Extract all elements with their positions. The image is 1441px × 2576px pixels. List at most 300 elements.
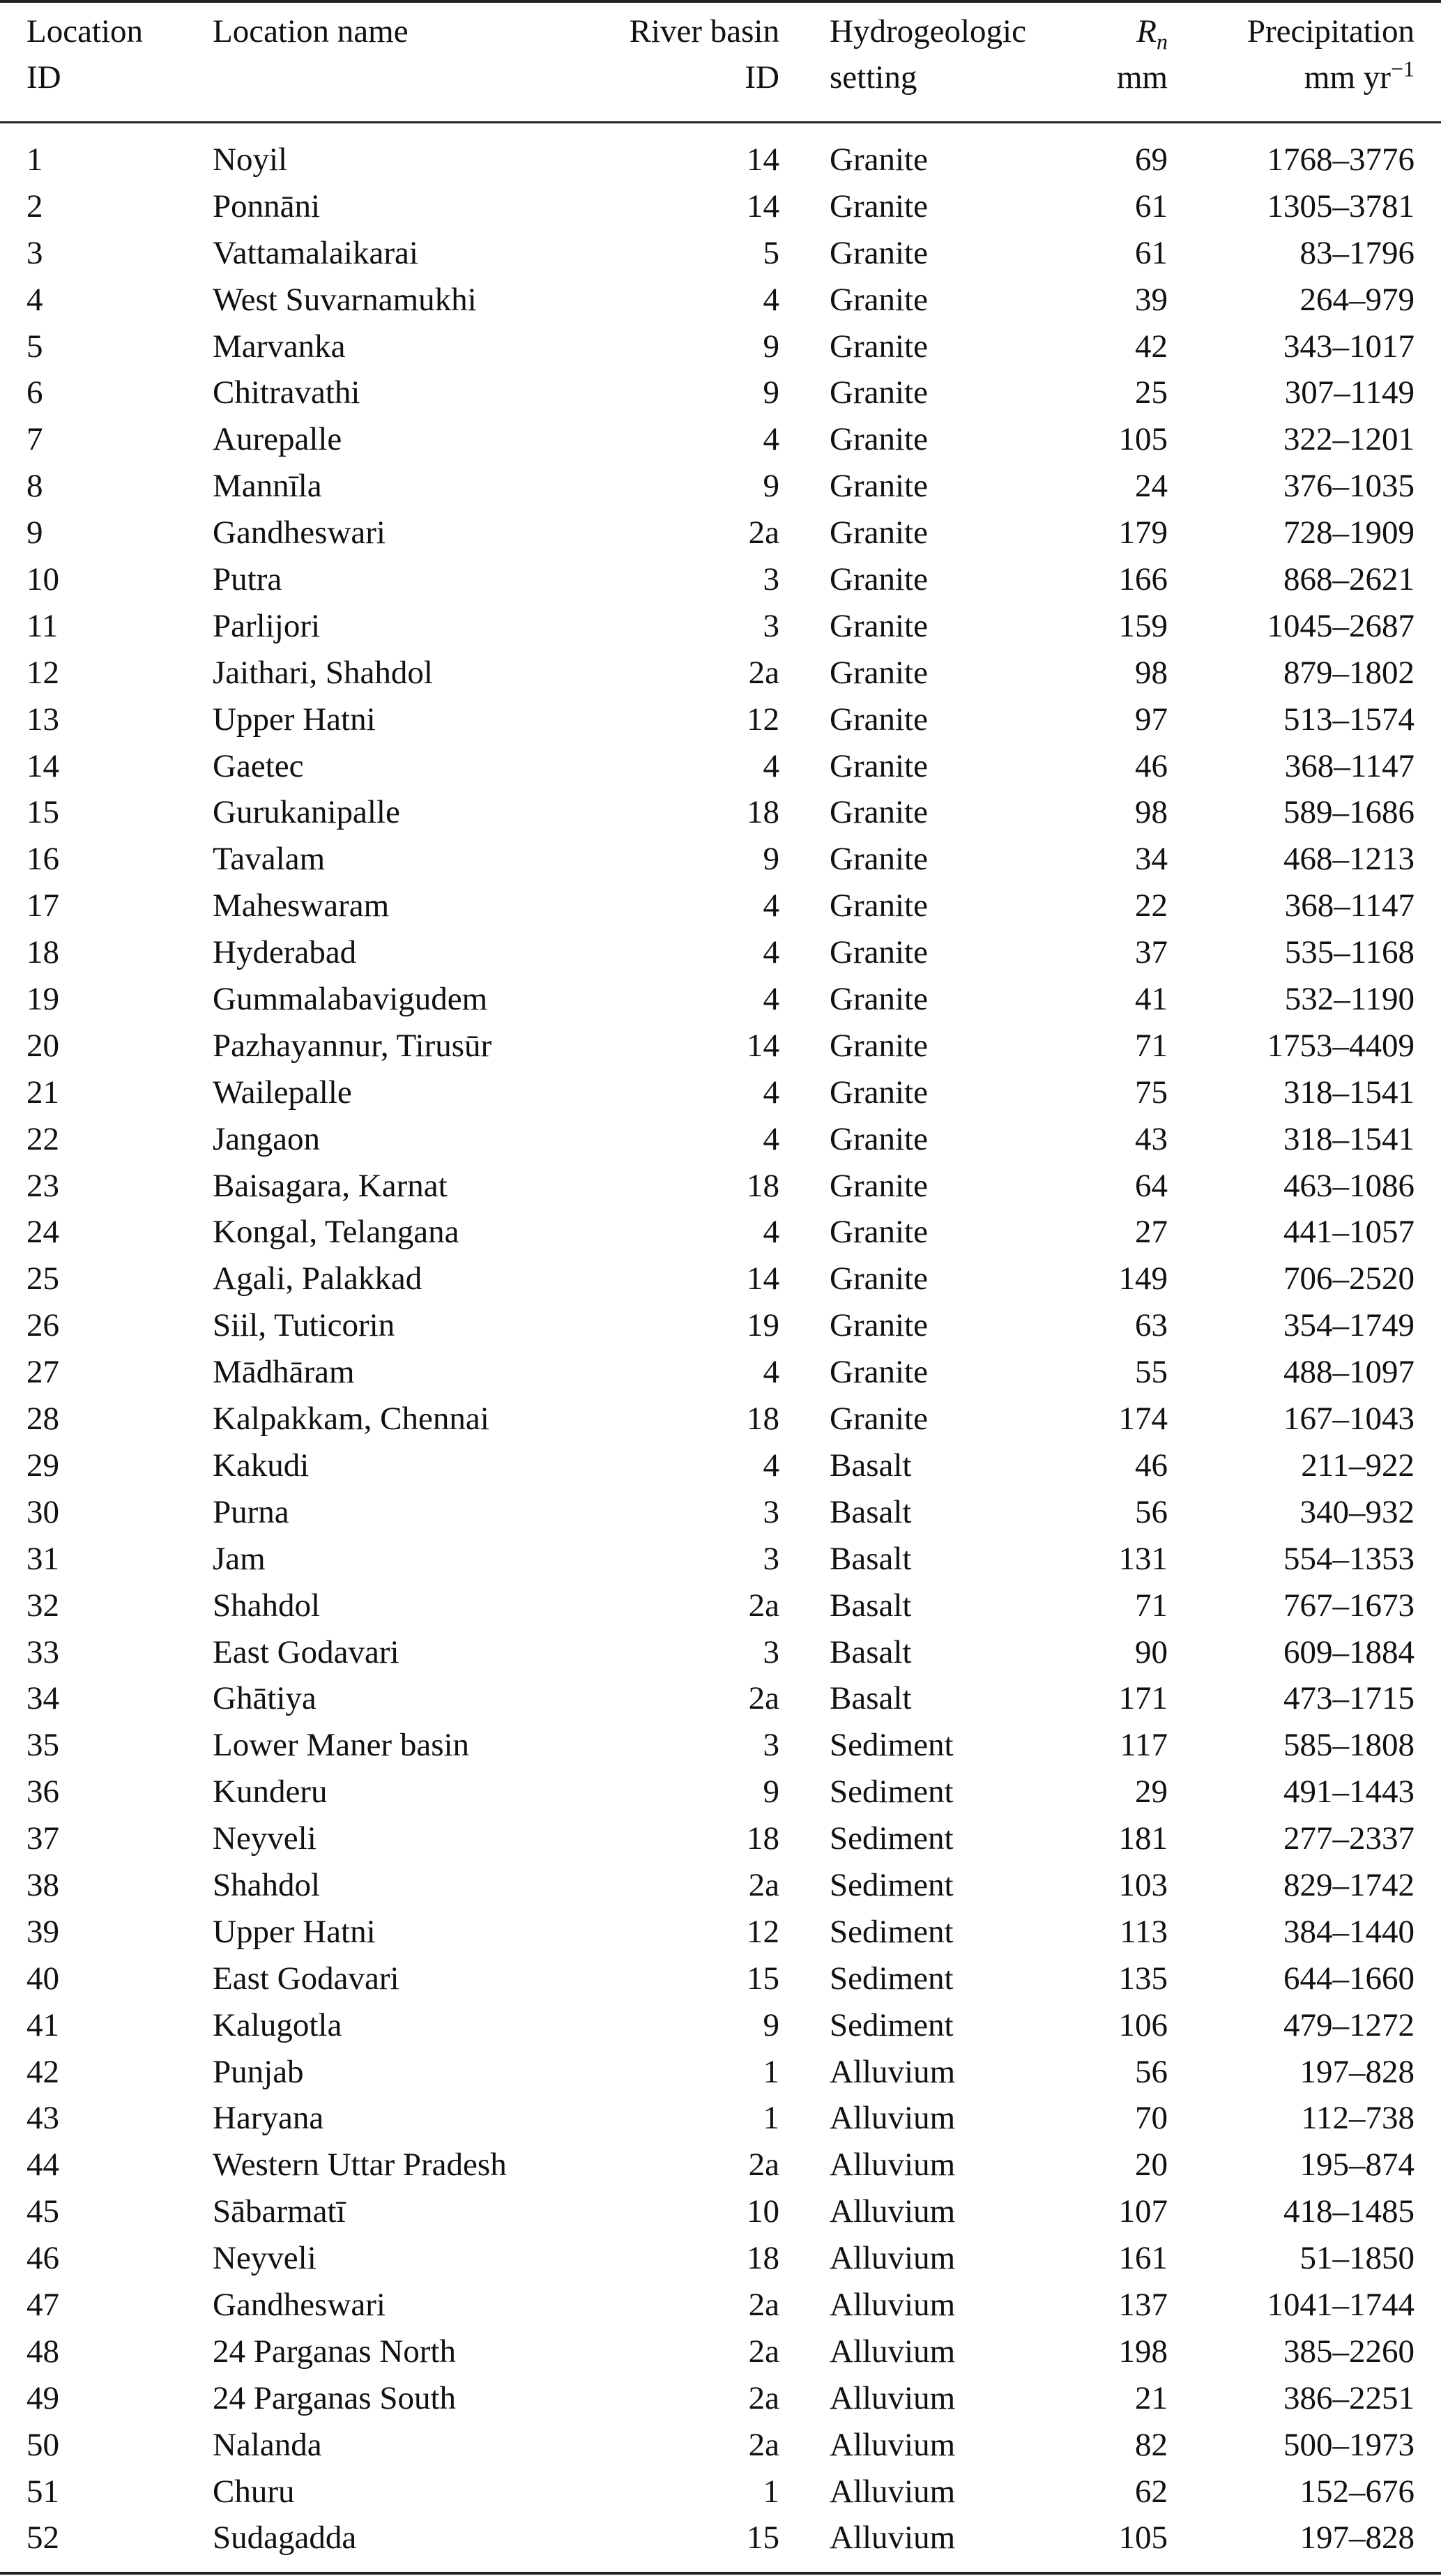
cell-hydrogeologic-setting: Granite	[830, 607, 928, 644]
cell-precipitation: 386–2251	[1283, 2379, 1415, 2416]
cell-location-name: Nalanda	[213, 2426, 322, 2463]
table-header-rule	[0, 121, 1441, 123]
cell-river-basin-id: 4	[763, 887, 779, 924]
cell-hydrogeologic-setting: Sediment	[830, 1774, 954, 1811]
cell-location-name: Lower Maner basin	[213, 1727, 470, 1764]
cell-river-basin-id: 2a	[748, 1866, 779, 1903]
cell-river-basin-id: 2a	[748, 515, 779, 551]
table-row	[0, 976, 1441, 1023]
cell-river-basin-id: 2a	[748, 2379, 779, 2416]
cell-rn: 179	[1118, 515, 1168, 551]
cell-rn: 55	[1135, 1354, 1168, 1391]
cell-river-basin-id: 10	[747, 2193, 779, 2230]
cell-location-name: Kalpakkam, Chennai	[213, 1401, 489, 1438]
cell-river-basin-id: 12	[747, 1913, 779, 1950]
cell-location-id: 23	[26, 1167, 59, 1204]
precip-unit-text: mm yr	[1304, 59, 1391, 96]
cell-hydrogeologic-setting: Granite	[830, 1354, 928, 1391]
cell-hydrogeologic-setting: Basalt	[830, 1493, 912, 1530]
cell-hydrogeologic-setting: Alluvium	[830, 2379, 956, 2416]
table-row	[0, 1629, 1441, 1676]
cell-river-basin-id: 18	[747, 794, 779, 831]
table-row	[0, 929, 1441, 976]
table-row	[0, 1815, 1441, 1862]
cell-location-name: Jam	[213, 1540, 266, 1577]
cell-location-id: 39	[26, 1913, 59, 1950]
cell-location-id: 19	[26, 981, 59, 1018]
cell-hydrogeologic-setting: Granite	[830, 515, 928, 551]
cell-location-name: Maheswaram	[213, 887, 390, 924]
cell-location-name: Parlijori	[213, 607, 321, 644]
cell-location-name: Chitravathi	[213, 374, 360, 411]
cell-hydrogeologic-setting: Granite	[830, 281, 928, 318]
cell-location-name: Pazhayannur, Tirusūr	[213, 1027, 492, 1064]
header-location-id-line1: Location	[26, 13, 144, 49]
table-row	[0, 2329, 1441, 2375]
cell-location-id: 42	[26, 2053, 59, 2090]
cell-hydrogeologic-setting: Alluvium	[830, 2100, 956, 2137]
cell-river-basin-id: 4	[763, 1074, 779, 1111]
cell-location-name: Western Uttar Pradesh	[213, 2147, 507, 2183]
table-row	[0, 1442, 1441, 1489]
cell-river-basin-id: 3	[763, 1727, 779, 1764]
cell-precipitation: 644–1660	[1283, 1960, 1415, 1997]
cell-hydrogeologic-setting: Alluvium	[830, 2240, 956, 2277]
table-row	[0, 650, 1441, 696]
cell-rn: 106	[1118, 2006, 1168, 2043]
cell-rn: 25	[1135, 374, 1168, 411]
cell-location-name: 24 Parganas North	[213, 2333, 456, 2370]
cell-precipitation: 1045–2687	[1267, 607, 1415, 644]
cell-location-name: Tavalam	[213, 841, 326, 878]
cell-rn: 159	[1118, 607, 1168, 644]
cell-location-name: Gummalabavigudem	[213, 981, 488, 1018]
cell-location-name: Neyveli	[213, 2240, 317, 2277]
cell-location-name: Aurepalle	[213, 421, 342, 458]
header-precip-unit	[1247, 54, 1415, 100]
cell-location-id: 18	[26, 934, 59, 971]
cell-location-name: Gandheswari	[213, 515, 386, 551]
table-row	[0, 510, 1441, 556]
cell-rn: 90	[1135, 1633, 1168, 1670]
cell-river-basin-id: 1	[763, 2053, 779, 2090]
table-row	[0, 137, 1441, 183]
cell-location-id: 20	[26, 1027, 59, 1064]
cell-hydrogeologic-setting: Granite	[830, 654, 928, 691]
table-row	[0, 1769, 1441, 1815]
cell-hydrogeologic-setting: Granite	[830, 701, 928, 738]
cell-location-name: Mādhāram	[213, 1354, 355, 1391]
table-row	[0, 1722, 1441, 1769]
rn-symbol: R	[1136, 13, 1157, 49]
table-row	[0, 183, 1441, 230]
cell-rn: 82	[1135, 2426, 1168, 2463]
cell-location-name: Ponnāni	[213, 188, 321, 224]
cell-hydrogeologic-setting: Basalt	[830, 1447, 912, 1484]
cell-location-name: Baisagara, Karnat	[213, 1167, 448, 1204]
cell-precipitation: 195–874	[1299, 2147, 1415, 2183]
cell-rn: 61	[1135, 234, 1168, 271]
cell-river-basin-id: 12	[747, 701, 779, 738]
cell-location-id: 45	[26, 2193, 59, 2230]
cell-river-basin-id: 2a	[748, 1680, 779, 1717]
table-row	[0, 1862, 1441, 1909]
table-row	[0, 2469, 1441, 2515]
cell-location-name: East Godavari	[213, 1960, 399, 1997]
cell-river-basin-id: 9	[763, 374, 779, 411]
cell-location-name: Vattamalaikarai	[213, 234, 418, 271]
cell-river-basin-id: 9	[763, 468, 779, 505]
cell-rn: 29	[1135, 1774, 1168, 1811]
table-row	[0, 1489, 1441, 1536]
cell-river-basin-id: 18	[747, 1401, 779, 1438]
cell-precipitation: 879–1802	[1283, 654, 1415, 691]
cell-hydrogeologic-setting: Granite	[830, 1120, 928, 1157]
cell-rn: 41	[1135, 981, 1168, 1018]
table-row	[0, 2142, 1441, 2188]
table-bottom-rule	[0, 2572, 1441, 2575]
cell-precipitation: 589–1686	[1283, 794, 1415, 831]
cell-river-basin-id: 3	[763, 607, 779, 644]
cell-precipitation: 322–1201	[1283, 421, 1415, 458]
cell-river-basin-id: 4	[763, 1214, 779, 1251]
cell-precipitation: 318–1541	[1283, 1074, 1415, 1111]
table-row	[0, 883, 1441, 929]
cell-river-basin-id: 4	[763, 934, 779, 971]
header-rn-symbol	[1117, 8, 1168, 54]
cell-location-name: Churu	[213, 2473, 295, 2510]
table-body	[0, 137, 1441, 2561]
cell-rn: 56	[1135, 1493, 1168, 1530]
cell-location-id: 31	[26, 1540, 59, 1577]
cell-river-basin-id: 4	[763, 1120, 779, 1157]
cell-precipitation: 277–2337	[1283, 1820, 1415, 1857]
cell-rn: 117	[1120, 1727, 1168, 1764]
table-row	[0, 1069, 1441, 1116]
table-row	[0, 2188, 1441, 2235]
cell-river-basin-id: 14	[747, 142, 779, 178]
cell-rn: 27	[1135, 1214, 1168, 1251]
cell-location-id: 47	[26, 2286, 59, 2323]
cell-hydrogeologic-setting: Granite	[830, 1167, 928, 1204]
cell-rn: 70	[1135, 2100, 1168, 2137]
cell-hydrogeologic-setting: Alluvium	[830, 2286, 956, 2323]
cell-precipitation: 554–1353	[1283, 1540, 1415, 1577]
cell-location-id: 27	[26, 1354, 59, 1391]
cell-rn: 64	[1135, 1167, 1168, 1204]
cell-location-name: 24 Parganas South	[213, 2379, 457, 2416]
cell-river-basin-id: 9	[763, 2006, 779, 2043]
cell-precipitation: 167–1043	[1283, 1401, 1415, 1438]
cell-location-name: Kongal, Telangana	[213, 1214, 459, 1251]
table-row	[0, 1349, 1441, 1396]
cell-location-id: 35	[26, 1727, 59, 1764]
table-row	[0, 603, 1441, 650]
cell-location-id: 22	[26, 1120, 59, 1157]
cell-hydrogeologic-setting: Sediment	[830, 1820, 954, 1857]
cell-location-name: Mannīla	[213, 468, 322, 505]
cell-hydrogeologic-setting: Granite	[830, 887, 928, 924]
cell-location-id: 24	[26, 1214, 59, 1251]
table-row	[0, 556, 1441, 603]
cell-river-basin-id: 3	[763, 561, 779, 598]
cell-precipitation: 152–676	[1299, 2473, 1415, 2510]
table-row	[0, 323, 1441, 370]
cell-hydrogeologic-setting: Alluvium	[830, 2193, 956, 2230]
cell-location-id: 49	[26, 2379, 59, 2416]
cell-location-name: East Godavari	[213, 1633, 399, 1670]
cell-location-name: Jaithari, Shahdol	[213, 654, 433, 691]
cell-location-id: 50	[26, 2426, 59, 2463]
cell-location-id: 41	[26, 2006, 59, 2043]
cell-location-name: Putra	[213, 561, 282, 598]
cell-precipitation: 340–932	[1299, 1493, 1415, 1530]
cell-precipitation: 473–1715	[1283, 1680, 1415, 1717]
header-hydrogeologic-setting	[830, 8, 1026, 100]
cell-hydrogeologic-setting: Granite	[830, 468, 928, 505]
cell-rn: 24	[1135, 468, 1168, 505]
cell-hydrogeologic-setting: Basalt	[830, 1633, 912, 1670]
cell-precipitation: 197–828	[1299, 2053, 1415, 2090]
header-location-name	[213, 8, 409, 54]
cell-rn: 103	[1118, 1866, 1168, 1903]
cell-rn: 46	[1135, 747, 1168, 784]
table-row	[0, 369, 1441, 416]
table-row	[0, 2282, 1441, 2329]
cell-location-id: 2	[26, 188, 43, 224]
cell-hydrogeologic-setting: Alluvium	[830, 2426, 956, 2463]
cell-rn: 20	[1135, 2147, 1168, 2183]
table-row	[0, 1583, 1441, 1629]
cell-rn: 181	[1118, 1820, 1168, 1857]
cell-precipitation: 1753–4409	[1267, 1027, 1415, 1064]
cell-river-basin-id: 4	[763, 747, 779, 784]
cell-rn: 63	[1135, 1307, 1168, 1344]
cell-river-basin-id: 3	[763, 1493, 779, 1530]
cell-rn: 22	[1135, 887, 1168, 924]
cell-location-id: 3	[26, 234, 43, 271]
cell-precipitation: 211–922	[1301, 1447, 1415, 1484]
cell-rn: 34	[1135, 841, 1168, 878]
cell-location-id: 17	[26, 887, 59, 924]
cell-river-basin-id: 2a	[748, 2147, 779, 2183]
cell-rn: 42	[1135, 328, 1168, 365]
cell-river-basin-id: 9	[763, 328, 779, 365]
cell-rn: 137	[1118, 2286, 1168, 2323]
cell-hydrogeologic-setting: Granite	[830, 1260, 928, 1297]
cell-hydrogeologic-setting: Granite	[830, 1214, 928, 1251]
cell-hydrogeologic-setting: Granite	[830, 328, 928, 365]
cell-location-name: Upper Hatni	[213, 1913, 376, 1950]
cell-location-id: 5	[26, 328, 43, 365]
cell-hydrogeologic-setting: Basalt	[830, 1540, 912, 1577]
cell-location-name: Agali, Palakkad	[213, 1260, 422, 1297]
table-row	[0, 1023, 1441, 1069]
cell-location-id: 32	[26, 1587, 59, 1624]
cell-river-basin-id: 3	[763, 1540, 779, 1577]
cell-hydrogeologic-setting: Granite	[830, 142, 928, 178]
cell-river-basin-id: 14	[747, 188, 779, 224]
header-river-basin-line1: River basin	[629, 13, 779, 49]
cell-hydrogeologic-setting: Granite	[830, 188, 928, 224]
cell-precipitation: 829–1742	[1283, 1866, 1415, 1903]
cell-location-id: 37	[26, 1820, 59, 1857]
cell-hydrogeologic-setting: Granite	[830, 374, 928, 411]
table-row	[0, 2375, 1441, 2422]
cell-precipitation: 343–1017	[1283, 328, 1415, 365]
table-row	[0, 1956, 1441, 2002]
cell-location-name: Gaetec	[213, 747, 304, 784]
cell-hydrogeologic-setting: Granite	[830, 934, 928, 971]
cell-precipitation: 609–1884	[1283, 1633, 1415, 1670]
table-row	[0, 1116, 1441, 1163]
cell-precipitation: 706–2520	[1283, 1260, 1415, 1297]
cell-rn: 97	[1135, 701, 1168, 738]
cell-river-basin-id: 2a	[748, 1587, 779, 1624]
table-row	[0, 2515, 1441, 2561]
cell-location-name: Jangaon	[213, 1120, 321, 1157]
cell-rn: 61	[1135, 188, 1168, 224]
cell-rn: 39	[1135, 281, 1168, 318]
cell-river-basin-id: 1	[763, 2100, 779, 2137]
cell-river-basin-id: 3	[763, 1633, 779, 1670]
cell-location-id: 6	[26, 374, 43, 411]
cell-hydrogeologic-setting: Sediment	[830, 1727, 954, 1764]
cell-hydrogeologic-setting: Granite	[830, 1401, 928, 1438]
cell-precipitation: 441–1057	[1283, 1214, 1415, 1251]
cell-location-id: 36	[26, 1774, 59, 1811]
cell-hydrogeologic-setting: Alluvium	[830, 2333, 956, 2370]
cell-location-id: 25	[26, 1260, 59, 1297]
table-row	[0, 1209, 1441, 1256]
cell-precipitation: 376–1035	[1283, 468, 1415, 505]
header-river-basin-line2: ID	[745, 59, 779, 96]
cell-precipitation: 112–738	[1301, 2100, 1415, 2137]
table-row	[0, 1675, 1441, 1722]
cell-river-basin-id: 15	[747, 1960, 779, 1997]
cell-location-name: Wailepalle	[213, 1074, 352, 1111]
header-hydro-line1: Hydrogeologic	[830, 13, 1026, 49]
table-row	[0, 2095, 1441, 2142]
table-row	[0, 789, 1441, 836]
cell-river-basin-id: 4	[763, 421, 779, 458]
cell-rn: 98	[1135, 794, 1168, 831]
cell-river-basin-id: 9	[763, 1774, 779, 1811]
cell-precipitation: 728–1909	[1283, 515, 1415, 551]
cell-hydrogeologic-setting: Granite	[830, 1074, 928, 1111]
cell-location-id: 28	[26, 1401, 59, 1438]
cell-rn: 174	[1118, 1401, 1168, 1438]
cell-rn: 105	[1118, 2520, 1168, 2556]
cell-river-basin-id: 19	[747, 1307, 779, 1344]
cell-river-basin-id: 2a	[748, 654, 779, 691]
cell-location-id: 34	[26, 1680, 59, 1717]
cell-precipitation: 479–1272	[1283, 2006, 1415, 2043]
cell-hydrogeologic-setting: Alluvium	[830, 2473, 956, 2510]
cell-precipitation: 354–1749	[1283, 1307, 1415, 1344]
header-precipitation	[1247, 8, 1415, 100]
cell-location-id: 4	[26, 281, 43, 318]
cell-location-id: 11	[26, 607, 59, 644]
table-row	[0, 1256, 1441, 1302]
cell-hydrogeologic-setting: Granite	[830, 1307, 928, 1344]
cell-precipitation: 468–1213	[1283, 841, 1415, 878]
cell-location-id: 46	[26, 2240, 59, 2277]
cell-river-basin-id: 18	[747, 1167, 779, 1204]
cell-location-id: 40	[26, 1960, 59, 1997]
precip-unit-exponent: −1	[1390, 56, 1415, 82]
table-top-rule	[0, 0, 1441, 3]
cell-location-id: 21	[26, 1074, 59, 1111]
cell-hydrogeologic-setting: Granite	[830, 561, 928, 598]
cell-rn: 135	[1118, 1960, 1168, 1997]
cell-location-name: Shahdol	[213, 1866, 321, 1903]
cell-location-name: Kalugotla	[213, 2006, 342, 2043]
cell-rn: 161	[1118, 2240, 1168, 2277]
cell-hydrogeologic-setting: Granite	[830, 1027, 928, 1064]
cell-precipitation: 491–1443	[1283, 1774, 1415, 1811]
cell-precipitation: 307–1149	[1284, 374, 1415, 411]
cell-precipitation: 500–1973	[1283, 2426, 1415, 2463]
header-river-basin-id	[630, 8, 779, 100]
cell-location-id: 38	[26, 1866, 59, 1903]
cell-precipitation: 532–1190	[1284, 981, 1415, 1018]
cell-hydrogeologic-setting: Basalt	[830, 1680, 912, 1717]
cell-location-name: Sudagadda	[213, 2520, 357, 2556]
header-location-id	[26, 8, 143, 100]
cell-location-id: 44	[26, 2147, 59, 2183]
table-row	[0, 1536, 1441, 1583]
header-precip-line1: Precipitation	[1246, 13, 1415, 49]
cell-rn: 198	[1118, 2333, 1168, 2370]
cell-rn: 75	[1135, 1074, 1168, 1111]
cell-hydrogeologic-setting: Granite	[830, 841, 928, 878]
cell-rn: 166	[1118, 561, 1168, 598]
cell-precipitation: 418–1485	[1283, 2193, 1415, 2230]
table-row	[0, 1163, 1441, 1210]
cell-river-basin-id: 1	[763, 2473, 779, 2510]
table-row	[0, 2049, 1441, 2096]
cell-river-basin-id: 2a	[748, 2286, 779, 2323]
cell-precipitation: 83–1796	[1299, 234, 1415, 271]
cell-rn: 131	[1118, 1540, 1168, 1577]
cell-location-name: Kakudi	[213, 1447, 310, 1484]
table-row	[0, 696, 1441, 743]
cell-location-id: 29	[26, 1447, 59, 1484]
table-row	[0, 416, 1441, 463]
table-row	[0, 1396, 1441, 1442]
table-row	[0, 1302, 1441, 1349]
cell-rn: 62	[1135, 2473, 1168, 2510]
cell-precipitation: 1305–3781	[1267, 188, 1415, 224]
header-rn	[1117, 8, 1168, 100]
cell-rn: 171	[1118, 1680, 1168, 1717]
cell-rn: 107	[1118, 2193, 1168, 2230]
cell-location-name: Purna	[213, 1493, 289, 1530]
cell-hydrogeologic-setting: Granite	[830, 794, 928, 831]
cell-river-basin-id: 2a	[748, 2333, 779, 2370]
cell-location-name: Marvanka	[213, 328, 346, 365]
cell-precipitation: 197–828	[1299, 2520, 1415, 2556]
cell-precipitation: 585–1808	[1283, 1727, 1415, 1764]
cell-hydrogeologic-setting: Granite	[830, 747, 928, 784]
cell-location-id: 26	[26, 1307, 59, 1344]
cell-rn: 105	[1118, 421, 1168, 458]
cell-precipitation: 767–1673	[1283, 1587, 1415, 1624]
cell-rn: 37	[1135, 934, 1168, 971]
cell-location-name: Siil, Tuticorin	[213, 1307, 395, 1344]
cell-rn: 71	[1135, 1027, 1168, 1064]
